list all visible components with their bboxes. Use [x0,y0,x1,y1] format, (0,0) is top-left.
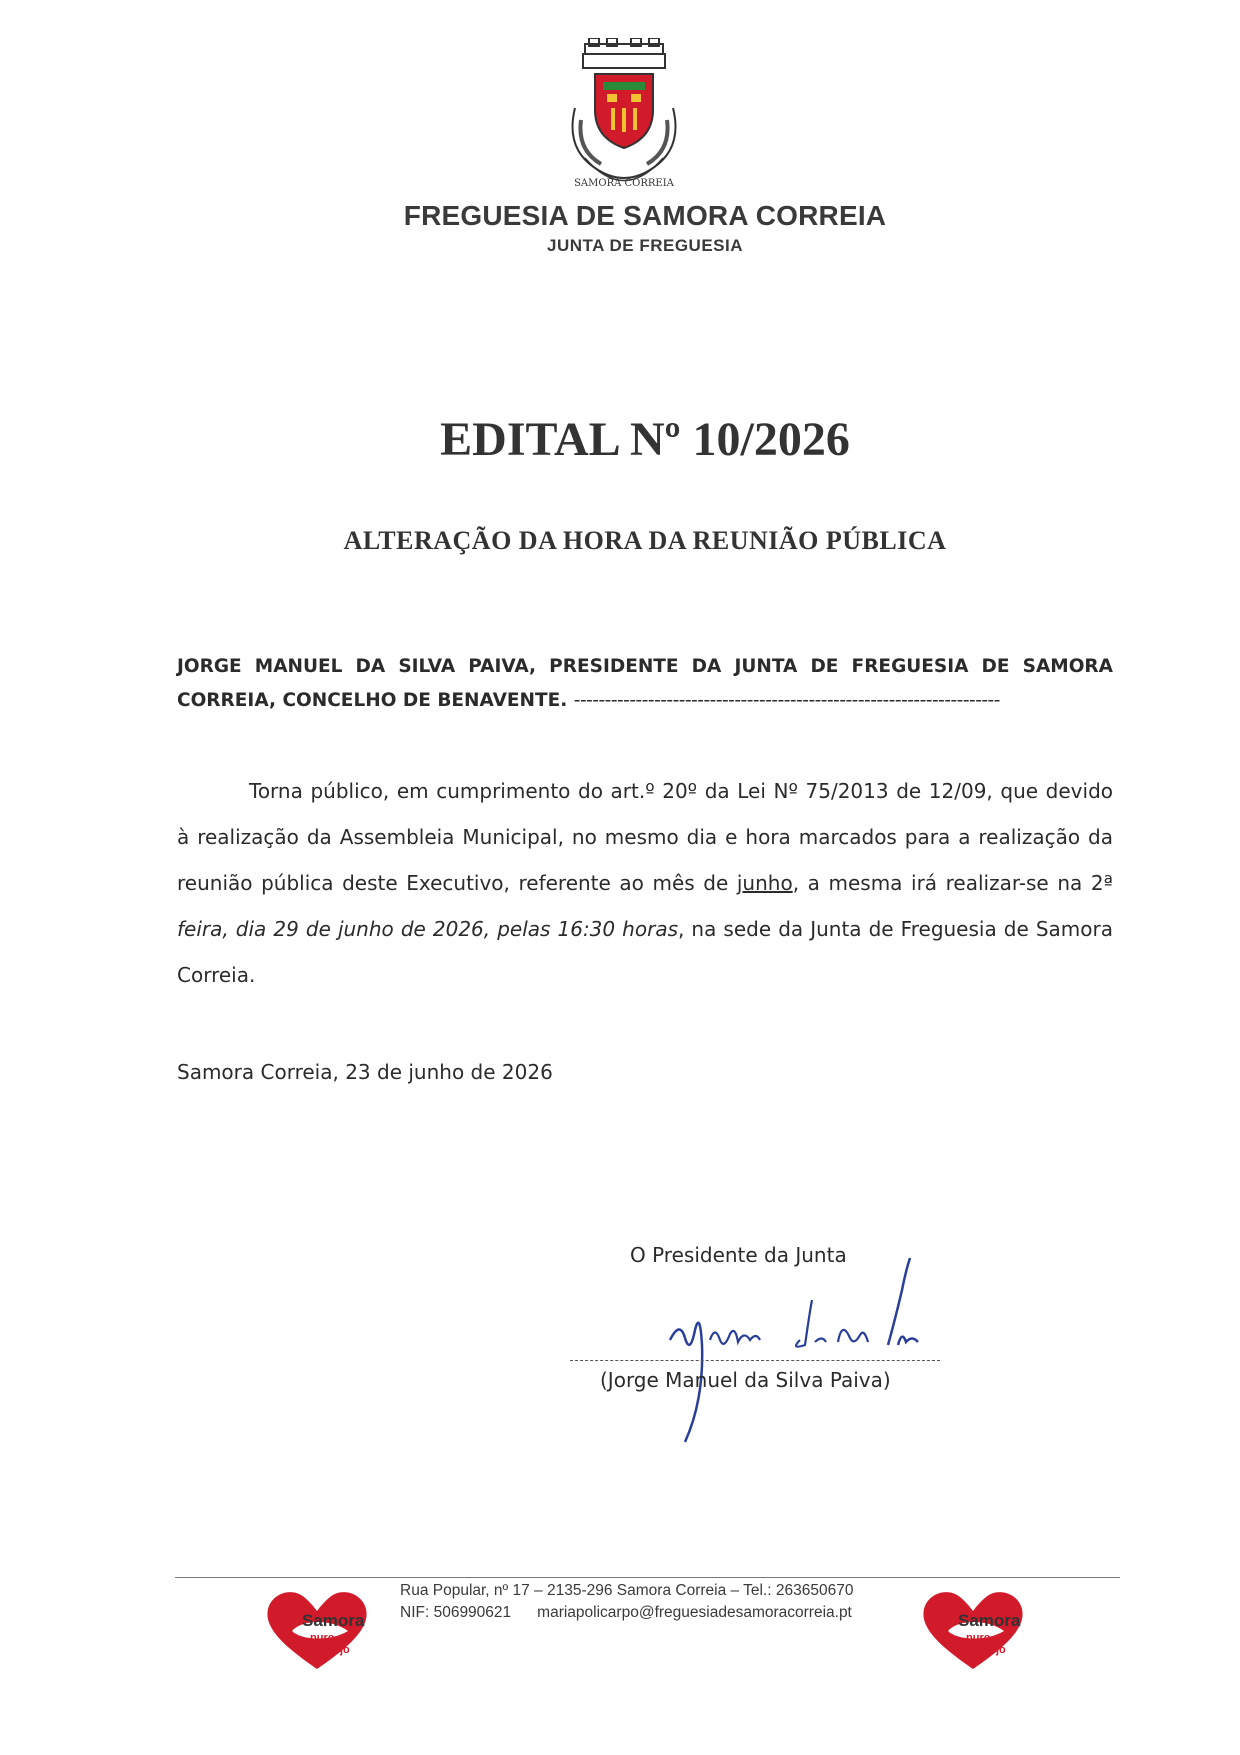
body-part1: Torna público, em cumprimento do art.º 20º da Lei Nº 75/2013 de 12/09, que devido à realização da Assembleia Municipal, no mesmo dia e hora marcados para a realização da reunião pública deste Executivo, referente ao mês de [177,779,1113,895]
crest-motto: SAMORA CORREIA [574,178,674,189]
brand-name: Samora [302,1611,365,1630]
footer-divider [175,1577,1120,1578]
signature-line [570,1360,940,1361]
document-subject: ALTERAÇÃO DA HORA DA REUNIÃO PÚBLICA [343,526,947,555]
samora-brand-logo-left [262,1585,372,1673]
brand-tagline: puro ribatejo [966,1632,1006,1656]
brand-name: Samora [958,1611,1021,1630]
signatory-name: (Jorge Manuel da Silva Paiva) [600,1368,891,1392]
samora-brand-logo-right [918,1585,1028,1673]
coat-of-arms-logo [555,38,693,198]
body-part3: , na sede da Junta de Freguesia de Samora Correia. [177,917,1113,987]
organization-name: FREGUESIA DE SAMORA CORREIA [403,200,887,231]
intro-text: JORGE MANUEL DA SILVA PAIVA, PRESIDENTE DA JUNTA DE FREGUESIA DE SAMORA CORREIA, CONCELHO DE BENAVENTE. [177,656,1113,711]
organization-subtitle: JUNTA DE FREGUESIA [546,236,744,255]
body-part2: , a mesma irá realizar-se na 2ª [792,871,1113,895]
brand-tagline: puro ribatejo [310,1632,350,1656]
intro-paragraph [177,650,1113,718]
body-date-time: feira, dia 29 de junho de 2026, pelas 16:30 horas [177,917,678,941]
footer-email: mariapolicarpo@freguesiadesamoracorreia.pt [537,1604,852,1621]
intro-dashes: --------------------------------------------------------------------- [573,690,1000,711]
body-paragraph [177,768,1113,998]
footer-nif: NIF: 506990621 [400,1604,512,1621]
place-date: Samora Correia, 23 de junho de 2026 [177,1060,553,1084]
signatory-role: O Presidente da Junta [630,1243,847,1267]
footer-address: Rua Popular, nº 17 – 2135-296 Samora Correia – Tel.: 263650670 [400,1582,854,1599]
document-title: EDITAL Nº 10/2026 [440,413,850,466]
footer-contacts [400,1604,852,1622]
handwritten-signature [640,1250,960,1450]
body-month: junho [736,871,793,895]
